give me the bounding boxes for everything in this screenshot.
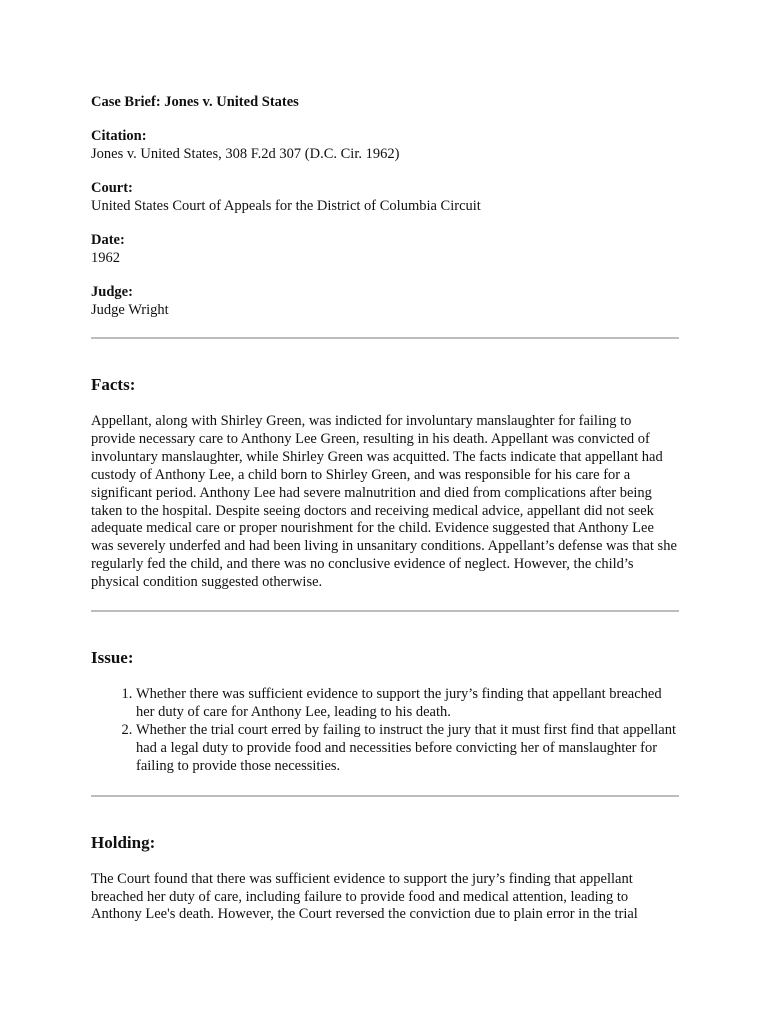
citation-value: Jones v. United States, 308 F.2d 307 (D.C. Cir. 1962) — [91, 146, 400, 162]
holding-heading: Holding: — [91, 832, 156, 852]
date-label: Date: — [91, 232, 125, 248]
date-value: 1962 — [91, 250, 120, 266]
court-label: Court: — [91, 180, 133, 196]
court-value: United States Court of Appeals for the District of Columbia Circuit — [91, 198, 481, 214]
document-title: Case Brief: Jones v. United States — [91, 94, 299, 110]
date-field — [91, 231, 679, 267]
case-brief-document — [91, 93, 679, 924]
issue-item: 1. Whether there was sufficient evidence to support the jury’s finding that appellant breached her duty of care for Anthony Lee, leading to his death. — [136, 686, 679, 722]
citation-label: Citation: — [91, 128, 147, 144]
judge-field — [91, 283, 679, 319]
facts-heading: Facts: — [91, 375, 136, 394]
issue-heading: Issue: — [91, 648, 134, 668]
judge-label: Judge: — [91, 284, 133, 300]
facts-text: Appellant, along with Shirley Green, was indicted for involuntary manslaughter for failing to provide necessary care to Anthony Lee Green, resulting in his death. Appellant was convicted of involuntary manslaughter, while Shirley Green was acquitted. The facts indicate that appellant had custody of Anthony Lee, a child born to Shirley Green, and was responsible for his care for a significant period. Anthony Lee had severe malnutrition and died from complications after being taken to the hospital. Despite seeing doctors and receiving medical advice, appellant did not seek adequate medical care or proper nourishment for the child. Evidence suggested that Anthony Lee was severely underfed and had been living in unsanitary conditions. Appellant’s defense was that she regularly fed the child, and there was no conclusive evidence of neglect. However, the child’s physical condition suggested otherwise. — [91, 413, 677, 591]
section-divider — [91, 610, 679, 612]
court-field — [91, 179, 679, 215]
section-divider — [91, 337, 679, 339]
judge-value: Judge Wright — [91, 302, 169, 318]
section-divider — [91, 795, 679, 797]
holding-text: The Court found that there was sufficient evidence to support the jury’s finding that appellant breached her duty of care, including failure to provide food and medical attention, leading to Anthony Lee's death. However, the Court reversed the conviction due to plain error in the trial — [91, 870, 638, 923]
issue-item: 2. Whether the trial court erred by failing to instruct the jury that it must first find that appellant had a legal duty to provide food and necessities before convicting her of manslaughter for failing to provide those necessities. — [136, 722, 679, 776]
citation-field — [91, 127, 679, 163]
issue-list — [91, 686, 679, 776]
